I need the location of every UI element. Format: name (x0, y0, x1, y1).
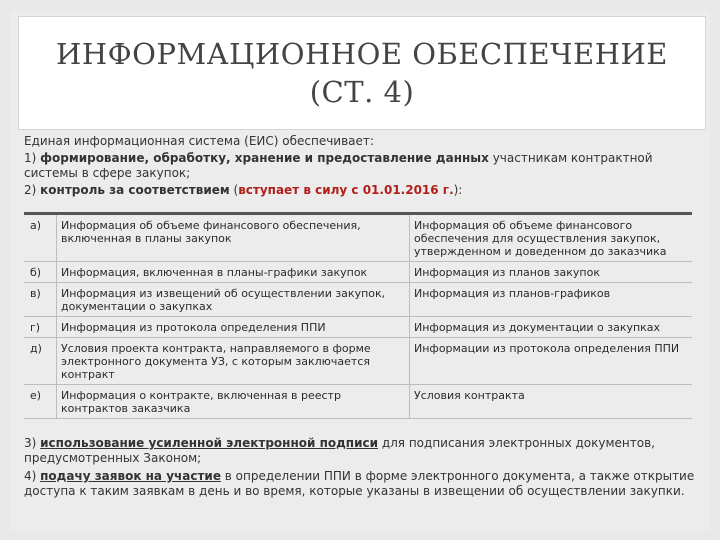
row-right-cell: Информация из планов закупок (410, 262, 693, 283)
intro-lead: Единая информационная система (ЕИС) обеспечивает: (24, 134, 374, 148)
row-right-cell: Условия контракта (410, 385, 693, 419)
row-letter: е) (24, 385, 57, 419)
row-left-cell: Информация из протокола определения ППИ (57, 317, 410, 338)
item-3-rest: для подписания электронных документов, предусмотренных Законом; (24, 436, 655, 465)
comparison-table (24, 212, 692, 419)
table-row (24, 385, 692, 419)
outro-text (24, 436, 704, 502)
row-left-cell: Условия проекта контракта, направляемого в форме электронного документа УЗ, с которым заключается контракт (57, 338, 410, 385)
row-letter: б) (24, 262, 57, 283)
item-1-number: 1) (24, 151, 41, 165)
outro-item-3 (24, 436, 704, 466)
intro-item-1 (24, 151, 704, 181)
table-row (24, 317, 692, 338)
row-right-cell: Информации из протокола определения ППИ (410, 338, 693, 385)
row-letter: а) (24, 214, 57, 262)
item-2-open-paren: ( (229, 183, 239, 197)
intro-text (24, 134, 704, 200)
row-letter: г) (24, 317, 57, 338)
intro-item-2 (24, 183, 704, 198)
item-2-number: 2) (24, 183, 41, 197)
row-left-cell: Информация о контракте, включенная в реестр контрактов заказчика (57, 385, 410, 419)
item-4-bold: подачу заявок на участие (40, 469, 221, 483)
row-left-cell: Информация из извещений об осуществлении закупок, документации о закупках (57, 283, 410, 317)
item-3-number: 3) (24, 436, 41, 450)
item-2-close-paren: ): (453, 183, 463, 197)
slide-title: ИНФОРМАЦИОННОЕ ОБЕСПЕЧЕНИЕ (56, 37, 668, 71)
row-letter: в) (24, 283, 57, 317)
item-4-number: 4) (24, 469, 41, 483)
table-row (24, 338, 692, 385)
table-row (24, 283, 692, 317)
outro-item-4 (24, 469, 704, 499)
row-right-cell: Информация из документации о закупках (410, 317, 693, 338)
item-1-bold: формирование, обработку, хранение и предоставление данных (40, 151, 489, 165)
row-left-cell: Информация, включенная в планы-графики закупок (57, 262, 410, 283)
slide-title-article: (СТ. 4) (309, 75, 415, 109)
table-row (24, 214, 692, 262)
row-left-cell: Информация об объеме финансового обеспечения, включенная в планы закупок (57, 214, 410, 262)
row-right-cell: Информация из планов-графиков (410, 283, 693, 317)
row-letter: д) (24, 338, 57, 385)
slide (10, 10, 710, 530)
title-box (18, 16, 706, 130)
item-2-bold: контроль за соответствием (40, 183, 230, 197)
item-4-rest: в определении ППИ в форме электронного документа, а также открытие доступа к таким заявкам в день и во время, которые указаны в извещении об осуществлении закупки. (24, 469, 695, 498)
item-1-rest: участникам контрактной системы в сфере закупок; (24, 151, 653, 180)
item-3-bold: использование усиленной электронной подписи (40, 436, 379, 450)
table-row (24, 262, 692, 283)
item-2-effective-date: вступает в силу с 01.01.2016 г. (238, 183, 454, 197)
row-right-cell: Информация об объеме финансового обеспечения для осуществления закупок, утвержденном и доведенном до заказчика (410, 214, 693, 262)
